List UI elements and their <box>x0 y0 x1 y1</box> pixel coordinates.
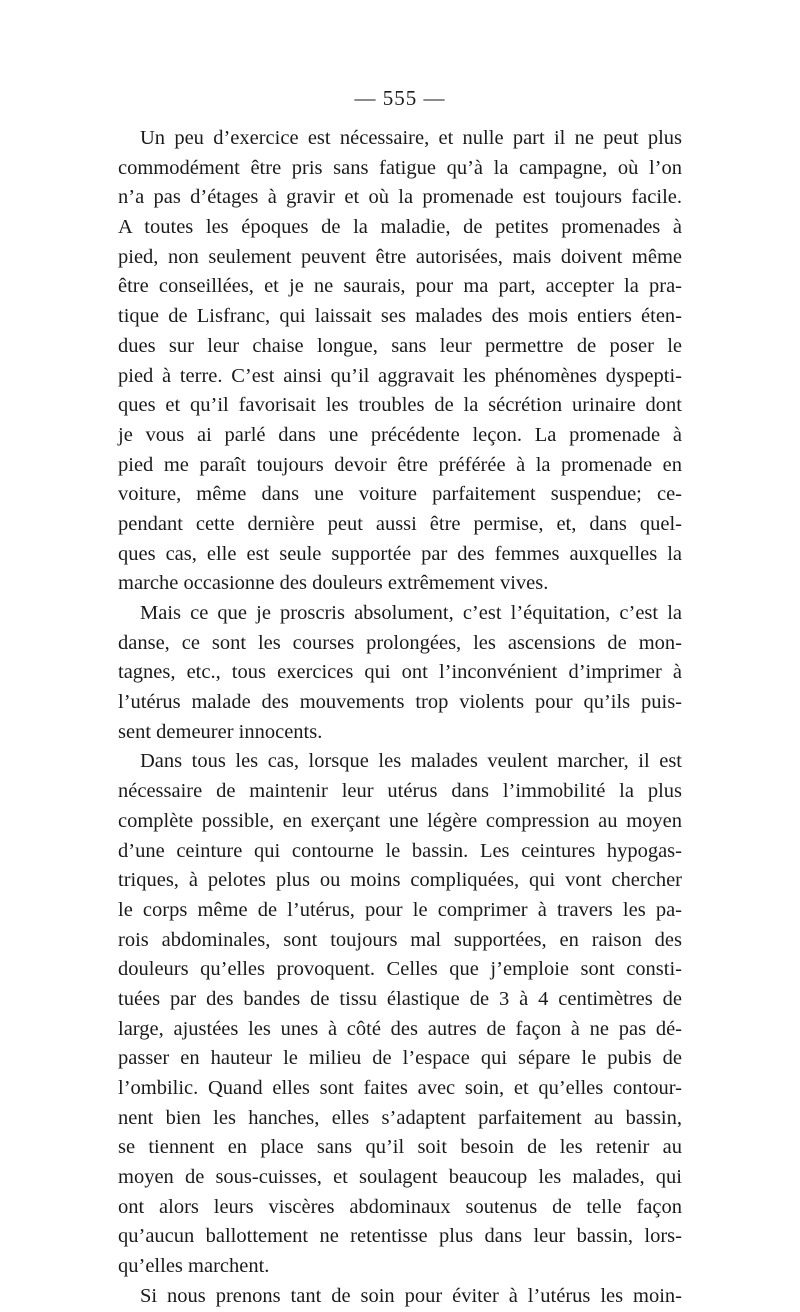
text-line: pendant cette dernière peut aussi être permise, et, dans quel- <box>118 512 682 535</box>
text-line: tique de Lisfranc, qui laissait ses malades des mois entiers éten- <box>118 305 682 328</box>
text-line: ques cas, elle est seule supportée par des femmes auxquelles la <box>118 542 682 565</box>
text-line: Si nous prenons tant de soin pour éviter à l’utérus les moin- <box>140 1284 682 1307</box>
text-line: rois abdominales, sont toujours mal supportées, en raison des <box>118 928 682 951</box>
text-line: sent demeurer innocents. <box>118 720 323 743</box>
text-line: pied à terre. C’est ainsi qu’il aggravait les phénomènes dyspepti- <box>118 364 682 387</box>
text-line: qu’aucun ballottement ne retentisse plus dans leur bassin, lors- <box>118 1225 682 1248</box>
text-line: nécessaire de maintenir leur utérus dans l’immobilité la plus <box>118 780 682 803</box>
text-line: commodément être pris sans fatigue qu’à la campagne, où l’on <box>118 156 682 179</box>
text-line: se tiennent en place sans qu’il soit besoin de les retenir au <box>118 1136 682 1159</box>
text-line: pied, non seulement peuvent être autorisées, mais doivent même <box>118 245 682 268</box>
text-line: passer en hauteur le milieu de l’espace qui sépare le pubis de <box>118 1047 682 1070</box>
body-text <box>118 124 682 1312</box>
text-line: A toutes les époques de la maladie, de petites promenades à <box>118 216 682 239</box>
text-line: l’utérus malade des mouvements trop violents pour qu’ils puis- <box>118 691 682 714</box>
text-line: douleurs qu’elles provoquent. Celles que j’emploie sont consti- <box>118 958 682 981</box>
text-line: tuées par des bandes de tissu élastique de 3 à 4 centimètres de <box>118 987 682 1010</box>
page-number: — 555 — <box>354 86 446 110</box>
text-line: tagnes, etc., tous exercices qui ont l’inconvénient d’imprimer à <box>118 661 682 684</box>
text-line: triques, à pelotes plus ou moins compliquées, qui vont chercher <box>118 869 682 892</box>
text-line: marche occasionne des douleurs extrêmement vives. <box>118 572 549 595</box>
text-line: danse, ce sont les courses prolongées, les ascensions de mon- <box>118 631 682 654</box>
text-line: être conseillées, et je ne saurais, pour ma part, accepter la pra- <box>118 275 682 298</box>
text-line: complète possible, en exerçant une légère compression au moyen <box>118 809 682 832</box>
text-line: ont alors leurs viscères abdominaux soutenus de telle façon <box>118 1195 682 1218</box>
text-line: voiture, même dans une voiture parfaitement suspendue; ce- <box>118 483 682 506</box>
text-line: nent bien les hanches, elles s’adaptent parfaitement au bassin, <box>118 1106 682 1129</box>
text-line: d’une ceinture qui contourne le bassin. Les ceintures hypogas- <box>118 839 682 862</box>
text-line: ques et qu’il favorisait les troubles de la sécrétion urinaire dont <box>118 394 682 417</box>
text-line: pied me paraît toujours devoir être préférée à la promenade en <box>118 453 682 476</box>
text-line: dues sur leur chaise longue, sans leur permettre de poser le <box>118 334 682 357</box>
text-line: large, ajustées les unes à côté des autres de façon à ne pas dé- <box>118 1017 682 1040</box>
text-line: je vous ai parlé dans une précédente leçon. La promenade à <box>118 423 682 446</box>
text-line: qu’elles marchent. <box>118 1255 270 1278</box>
text-line: n’a pas d’étages à gravir et où la promenade est toujours facile. <box>118 186 682 209</box>
text-line: moyen de sous-cuisses, et soulagent beaucoup les malades, qui <box>118 1166 682 1189</box>
text-line: Un peu d’exercice est nécessaire, et nulle part il ne peut plus <box>140 127 682 149</box>
text-line: Mais ce que je proscris absolument, c’est l’équitation, c’est la <box>140 602 682 624</box>
text-line: l’ombilic. Quand elles sont faites avec soin, et qu’elles contour- <box>118 1077 682 1099</box>
text-line: Dans tous les cas, lorsque les malades veulent marcher, il est <box>140 750 682 773</box>
text-line: le corps même de l’utérus, pour le comprimer à travers les pa- <box>118 898 682 921</box>
